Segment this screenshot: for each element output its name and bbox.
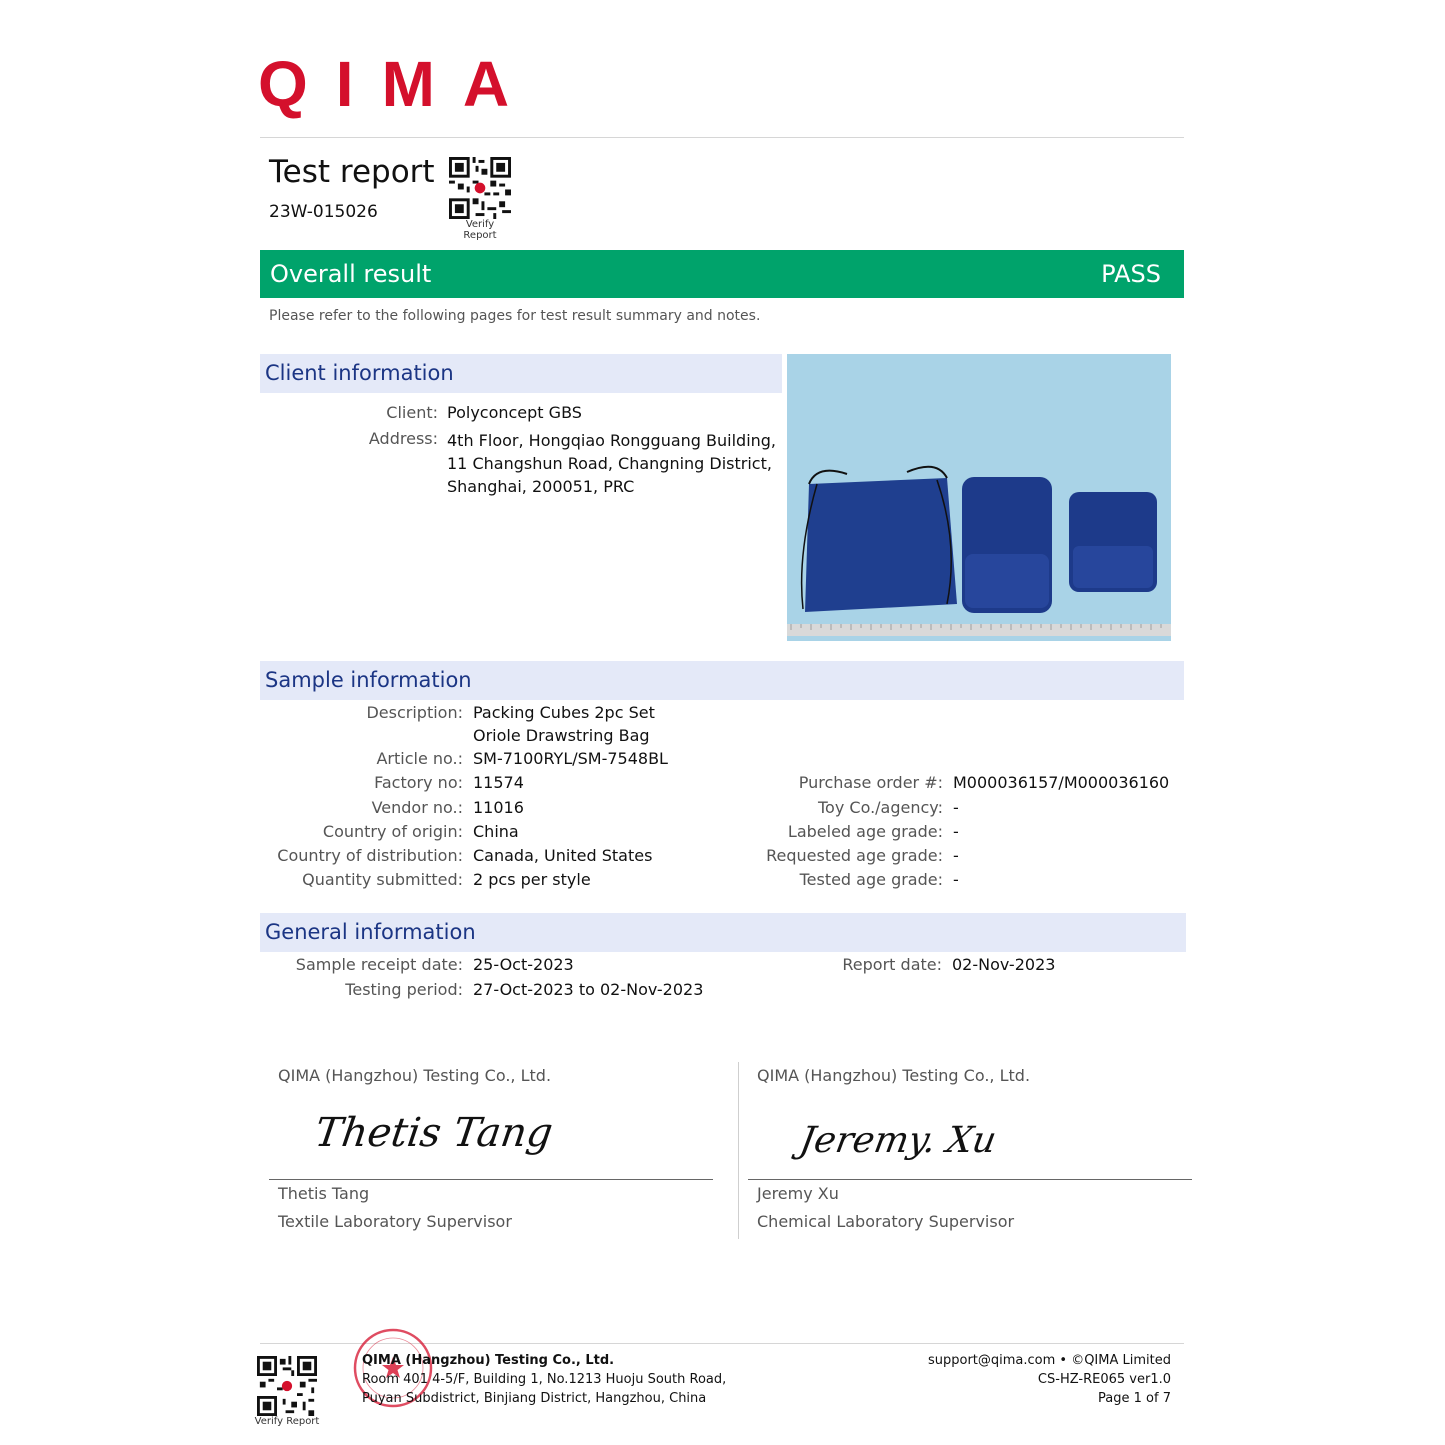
signature-2-line [748,1179,1192,1180]
footer-page-number: Page 1 of 7 [1098,1391,1171,1406]
header-divider [260,137,1184,138]
po-label: Purchase order #: [798,773,943,792]
sample-receipt-label: Sample receipt date: [295,955,463,974]
signature-1-line [269,1179,713,1180]
address-line: Shanghai, 200051, PRC [447,477,635,496]
address-label: Address: [368,429,438,448]
article-value: SM-7100RYL/SM-7548BL [473,749,668,768]
description-label: Description: [366,703,463,722]
sample-info-heading: Sample information [260,661,1184,700]
report-number: 23W-015026 [269,202,378,222]
footer-contact: support@qima.com • ©QIMA Limited [927,1353,1171,1368]
sample-receipt-value: 25-Oct-2023 [473,955,574,974]
toy-co-value: - [953,798,959,817]
qr-caption: Verify Report [463,219,497,241]
signature-1-image [312,1100,556,1164]
signatory-2-name: Jeremy Xu [757,1184,839,1203]
footer-address-line1: Room 401 4-5/F, Building 1, No.1213 Huoju South Road, [362,1372,727,1387]
quantity-label: Quantity submitted: [302,870,463,889]
factory-label: Factory no: [374,773,463,792]
distribution-label: Country of distribution: [277,846,463,865]
signature-2-text: Jeremy. Xu [796,1118,1000,1161]
sample-bags-image [787,354,1171,641]
general-info-heading: General information [260,913,1186,952]
footer-verify-qr[interactable] [254,1356,320,1427]
distribution-value: Canada, United States [473,846,653,865]
labeled-age-value: - [953,822,959,841]
vendor-value: 11016 [473,798,524,817]
signature-divider [738,1062,739,1239]
requested-age-value: - [953,846,959,865]
signature-2-image [796,1108,1000,1180]
verify-qr[interactable] [448,157,512,241]
qima-logo: QIMA [258,48,538,120]
report-title: Test report [269,154,435,190]
qr-code-icon [257,1356,317,1416]
report-date-label: Report date: [842,955,942,974]
client-info-heading: Client information [260,354,782,393]
description-value-2: Oriole Drawstring Bag [473,726,650,745]
signatory-2-company: QIMA (Hangzhou) Testing Co., Ltd. [757,1066,1031,1085]
toy-co-label: Toy Co./agency: [818,798,943,817]
report-date-value: 02-Nov-2023 [952,955,1056,974]
testing-period-value: 27-Oct-2023 to 02-Nov-2023 [473,980,704,999]
signatory-1-name: Thetis Tang [278,1184,370,1203]
footer-company: QIMA (Hangzhou) Testing Co., Ltd. [362,1353,615,1368]
overall-result-value: PASS [1101,260,1161,288]
sample-photo [787,354,1171,641]
origin-label: Country of origin: [322,822,463,841]
origin-value: China [473,822,519,841]
result-note: Please refer to the following pages for test result summary and notes. [269,308,761,324]
factory-value: 11574 [473,773,524,792]
description-value: Packing Cubes 2pc Set [473,703,655,722]
requested-age-label: Requested age grade: [766,846,943,865]
signature-1-text: Thetis Tang [312,1110,556,1156]
labeled-age-label: Labeled age grade: [787,822,943,841]
po-value: M000036157/M000036160 [953,773,1170,792]
qr-code-icon [449,157,511,219]
footer-qr-caption: Verify Report [254,1416,320,1427]
address-line: 11 Changshun Road, Changning District, [447,454,772,473]
testing-period-label: Testing period: [345,980,463,999]
footer-doc-code: CS-HZ-RE065 ver1.0 [1037,1372,1171,1387]
client-value: Polyconcept GBS [447,403,582,422]
tested-age-label: Tested age grade: [799,870,943,889]
signatory-1-title: Textile Laboratory Supervisor [278,1212,512,1231]
overall-result-label: Overall result [270,260,432,288]
vendor-label: Vendor no.: [371,798,463,817]
signatory-1-company: QIMA (Hangzhou) Testing Co., Ltd. [278,1066,552,1085]
tested-age-value: - [953,870,959,889]
client-label: Client: [386,403,438,422]
address-line: 4th Floor, Hongqiao Rongguang Building, [447,431,777,450]
quantity-value: 2 pcs per style [473,870,591,889]
footer-address-line2: Puyan Subdistrict, Binjiang District, Hangzhou, China [362,1391,707,1406]
address-value [447,429,776,498]
signatory-2-title: Chemical Laboratory Supervisor [757,1212,1015,1231]
article-label: Article no.: [376,749,463,768]
overall-result-bar [260,250,1184,298]
